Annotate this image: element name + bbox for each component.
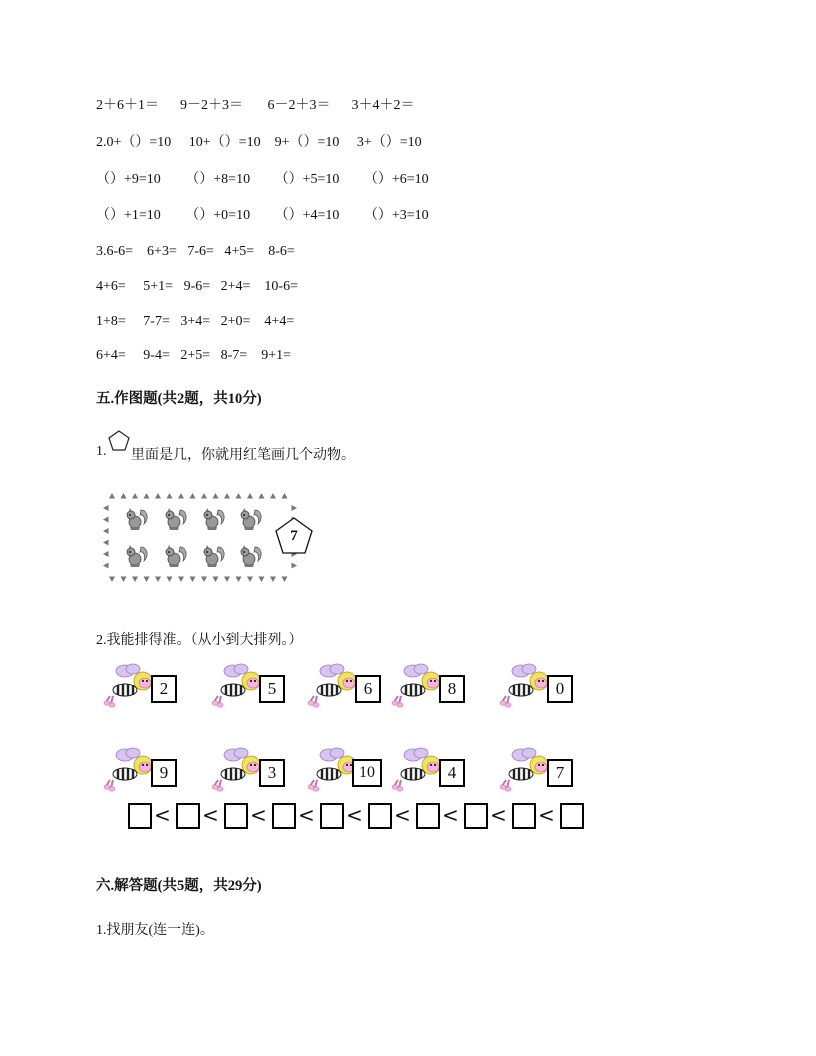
answer-box[interactable] <box>272 803 296 829</box>
arith-row-1: 2＋6＋1＝ 9－2＋3＝ 6－2＋3＝ 3＋4＋2＝ <box>96 98 415 113</box>
squirrel-icon <box>201 506 227 532</box>
q1-text: 里面是几，你就用红笔画几个动物。 <box>131 448 355 463</box>
bee-number-box: 0 <box>547 675 573 703</box>
answer-box[interactable] <box>176 803 200 829</box>
border-triangle <box>270 493 276 499</box>
arith-row-5: 3.6-6= 6+3= 7-6= 4+5= 8-6= <box>96 244 295 259</box>
squirrel-icon <box>163 506 189 532</box>
arith-row-7: 1+8= 7-7= 3+4= 2+0= 4+4= <box>96 314 295 329</box>
section-6-heading: 六.解答题(共5题，共29分) <box>96 878 262 894</box>
border-triangle <box>167 493 173 499</box>
bee-number-box: 7 <box>547 759 573 787</box>
border-triangle <box>259 577 265 583</box>
bee-number-box: 8 <box>439 675 465 703</box>
less-than-sign: < <box>490 803 507 827</box>
border-triangle <box>103 551 109 557</box>
answer-box[interactable] <box>512 803 536 829</box>
border-triangle <box>109 577 115 583</box>
border-triangle <box>247 493 253 499</box>
border-triangle <box>178 577 184 583</box>
pentagon-number: 7 <box>290 528 298 544</box>
border-triangle <box>155 577 161 583</box>
less-than-sign: < <box>202 803 219 827</box>
squirrel-icon <box>124 543 150 569</box>
less-than-sign: < <box>538 803 555 827</box>
border-triangle <box>190 493 196 499</box>
squirrel-icon <box>238 543 264 569</box>
answer-box[interactable] <box>128 803 152 829</box>
border-triangle <box>132 577 138 583</box>
border-triangle <box>103 505 109 511</box>
bee-number-box: 5 <box>259 675 285 703</box>
q1-prefix: 1. <box>96 444 107 459</box>
less-than-sign: < <box>154 803 171 827</box>
border-triangle <box>282 577 288 583</box>
border-triangle <box>224 493 230 499</box>
border-triangle <box>103 528 109 534</box>
squirrel-icon <box>124 506 150 532</box>
border-triangle <box>121 577 127 583</box>
squirrel-icon <box>163 543 189 569</box>
answer-box[interactable] <box>368 803 392 829</box>
bee-number-box: 9 <box>151 759 177 787</box>
border-triangle <box>178 493 184 499</box>
border-triangle <box>292 505 298 511</box>
less-than-sign: < <box>394 803 411 827</box>
section-6-q1: 1.找朋友(连一连)。 <box>96 923 214 938</box>
border-triangle <box>144 577 150 583</box>
border-triangle <box>103 563 109 569</box>
section-5-heading: 五.作图题(共2题，共10分) <box>96 391 262 407</box>
border-triangle <box>103 540 109 546</box>
border-triangle <box>224 577 230 583</box>
arith-row-6: 4+6= 5+1= 9-6= 2+4= 10-6= <box>96 279 298 294</box>
border-triangle <box>292 563 298 569</box>
border-triangle <box>201 493 207 499</box>
border-triangle <box>155 493 161 499</box>
border-triangle <box>103 517 109 523</box>
border-triangle <box>109 493 115 499</box>
less-than-sign: < <box>346 803 363 827</box>
squirrel-icon <box>238 506 264 532</box>
less-than-sign: < <box>298 803 315 827</box>
answer-box[interactable] <box>416 803 440 829</box>
border-triangle <box>213 577 219 583</box>
less-than-sign: < <box>442 803 459 827</box>
less-than-sign: < <box>250 803 267 827</box>
pentagon-icon <box>108 430 130 452</box>
bee-number-box: 3 <box>259 759 285 787</box>
arith-row-4: （）+1=10 （）+0=10 （）+4=10 （）+3=10 <box>96 208 429 223</box>
border-triangle <box>247 577 253 583</box>
border-triangle <box>190 577 196 583</box>
arith-row-2: 2.0+（）=10 10+（）=10 9+（）=10 3+（）=10 <box>96 135 422 150</box>
triangle-dot-border <box>100 490 300 585</box>
border-triangle <box>236 493 242 499</box>
answer-box[interactable] <box>464 803 488 829</box>
border-triangle <box>132 493 138 499</box>
border-triangle <box>259 493 265 499</box>
bee-number-box: 4 <box>439 759 465 787</box>
squirrel-icon <box>201 543 227 569</box>
border-triangle <box>121 493 127 499</box>
border-triangle <box>167 577 173 583</box>
border-triangle <box>144 493 150 499</box>
arith-row-8: 6+4= 9-4= 2+5= 8-7= 9+1= <box>96 348 291 363</box>
border-triangle <box>282 493 288 499</box>
bee-number-box: 2 <box>151 675 177 703</box>
border-triangle <box>270 577 276 583</box>
border-triangle <box>213 493 219 499</box>
answer-box[interactable] <box>320 803 344 829</box>
q2-text: 2.我能排得准。（从小到大排列。） <box>96 633 303 648</box>
bee-number-box: 6 <box>355 675 381 703</box>
answer-box[interactable] <box>224 803 248 829</box>
answer-box[interactable] <box>560 803 584 829</box>
animal-frame <box>100 490 300 585</box>
arith-row-3: （）+9=10 （）+8=10 （）+5=10 （）+6=10 <box>96 172 429 187</box>
bee-number-box: 10 <box>352 759 382 787</box>
border-triangle <box>201 577 207 583</box>
border-triangle <box>236 577 242 583</box>
